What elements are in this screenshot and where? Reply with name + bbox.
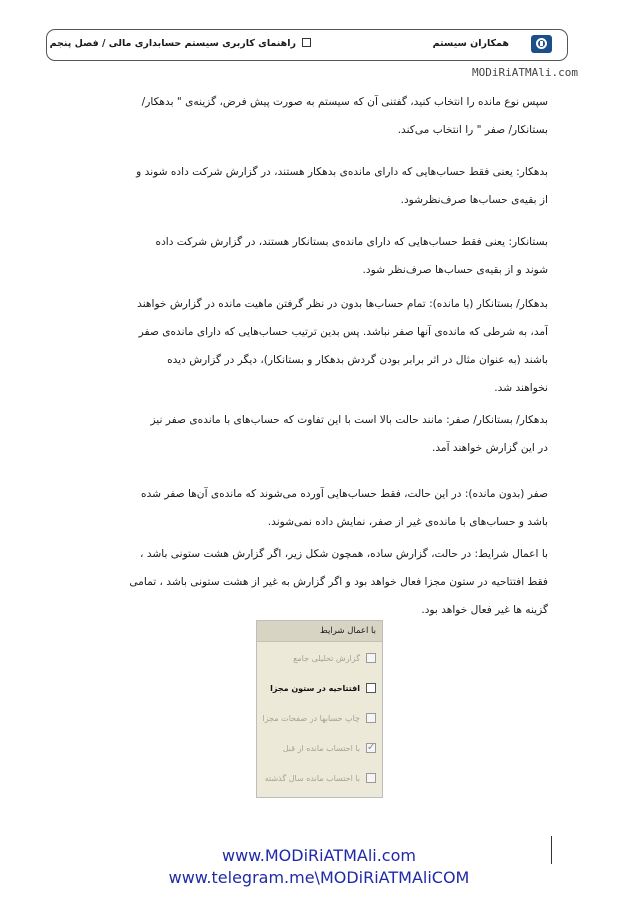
conditions-panel (256, 620, 383, 798)
paragraph-line: بدهکار/ بستانکار (با مانده): تمام حساب‌ها بدون در نظر گرفتن ماهیت مانده در گزارش خواهند (137, 298, 548, 310)
paragraph (88, 480, 548, 536)
paragraph-line: باشد و حساب‌های با مانده‌ی غیر از صفر، نمایش داده نمی‌شوند. (267, 516, 548, 528)
paragraph-line: بدهکار: یعنی فقط حساب‌هایی که دارای مانده‌ی بدهکار هستند، در گزارش شرکت داده شوند و (136, 166, 548, 178)
panel-option (257, 771, 382, 787)
footer-link-site[interactable]: www.MODiRiATMAli.com (222, 846, 416, 865)
paragraph-line: بستانکار/ صفر " را انتخاب می‌کند. (397, 124, 548, 136)
option-label: با احتساب مانده سال گذشته (264, 774, 360, 783)
paragraph-line: از بقیه‌ی حساب‌ها صرف‌نظرشود. (400, 194, 548, 206)
footer-divider (551, 836, 552, 864)
paragraph-line: سپس نوع مانده را انتخاب کنید، گفتنی آن که سیستم به صورت پیش فرض، گزینه‌ی " بدهکار/ (141, 96, 548, 108)
paragraph-line: فقط افتتاحیه در ستون مجزا فعال خواهد بود و اگر گزارش به غیر از هشت ستونی باشد ، تمامی (129, 576, 548, 588)
option-label: با احتساب مانده از قبل (282, 744, 360, 753)
paragraph-line: نخواهند شد. (494, 382, 548, 394)
panel-option (257, 651, 382, 667)
panel-option[interactable] (257, 681, 382, 697)
option-checkbox (366, 773, 376, 783)
option-label: چاپ حسابها در صفحات مجزا (262, 714, 360, 723)
paragraph (88, 88, 548, 144)
option-checkbox (366, 713, 376, 723)
paragraph (88, 406, 548, 462)
company-name: همکاران سیستم (432, 38, 509, 49)
document-title: راهنمای کاربری سیستم حسابداری مالی / فصل پنجم (50, 38, 311, 49)
panel-option (257, 741, 382, 757)
option-checkbox (366, 653, 376, 663)
paragraph-line: بستانکار: یعنی فقط حساب‌هایی که دارای مانده‌ی بستانکار هستند، در گزارش شرکت داده (155, 236, 548, 248)
paragraph-line: بدهکار/ بستانکار/ صفر: مانند حالت بالا است با این تفاوت که حساب‌های با مانده‌ی صفر نیز (150, 414, 548, 426)
paragraph-line: با اعمال شرایط: در حالت، گزارش ساده، همچون شکل زیر، اگر گزارش هشت ستونی باشد ، (140, 548, 548, 560)
paragraph-line: در این گزارش خواهند آمد. (432, 442, 548, 454)
company-logo-icon (531, 35, 552, 53)
paragraph-line: باشند (به عنوان مثال در اثر برابر بودن گردش بدهکار و بستانکار)، دیگر در گزارش دیده (167, 354, 548, 366)
panel-option (257, 711, 382, 727)
paragraph (88, 290, 548, 402)
paragraph (88, 158, 548, 214)
paragraph-line: شوند و از بقیه‌ی حساب‌ها صرف‌نظر شود. (362, 264, 548, 276)
paragraph-line: صفر (بدون مانده): در این حالت، فقط حساب‌هایی آورده می‌شوند که مانده‌ی آن‌ها صفر شده (141, 488, 548, 500)
option-label: گزارش تحلیلی جامع (293, 654, 360, 663)
option-label: افتتاحیه در ستون مجزا (270, 684, 360, 693)
option-checkbox[interactable] (366, 683, 376, 693)
paragraph-line: آمد، به شرطی که مانده‌ی آنها صفر نباشد. پس بدین ترتیب حساب‌هایی که دارای مانده‌ی صفر (138, 326, 548, 338)
option-checkbox (366, 743, 376, 753)
paragraph (88, 228, 548, 284)
page-header (46, 29, 568, 61)
panel-title: با اعمال شرایط (257, 621, 382, 642)
paragraph-line: گزینه ها غیر فعال خواهد بود. (421, 604, 548, 616)
footer-link-telegram[interactable]: www.telegram.me\MODiRiATMAliCOM (168, 868, 470, 887)
site-url[interactable]: MODiRiATMAli.com (472, 66, 578, 79)
paragraph (88, 540, 548, 624)
